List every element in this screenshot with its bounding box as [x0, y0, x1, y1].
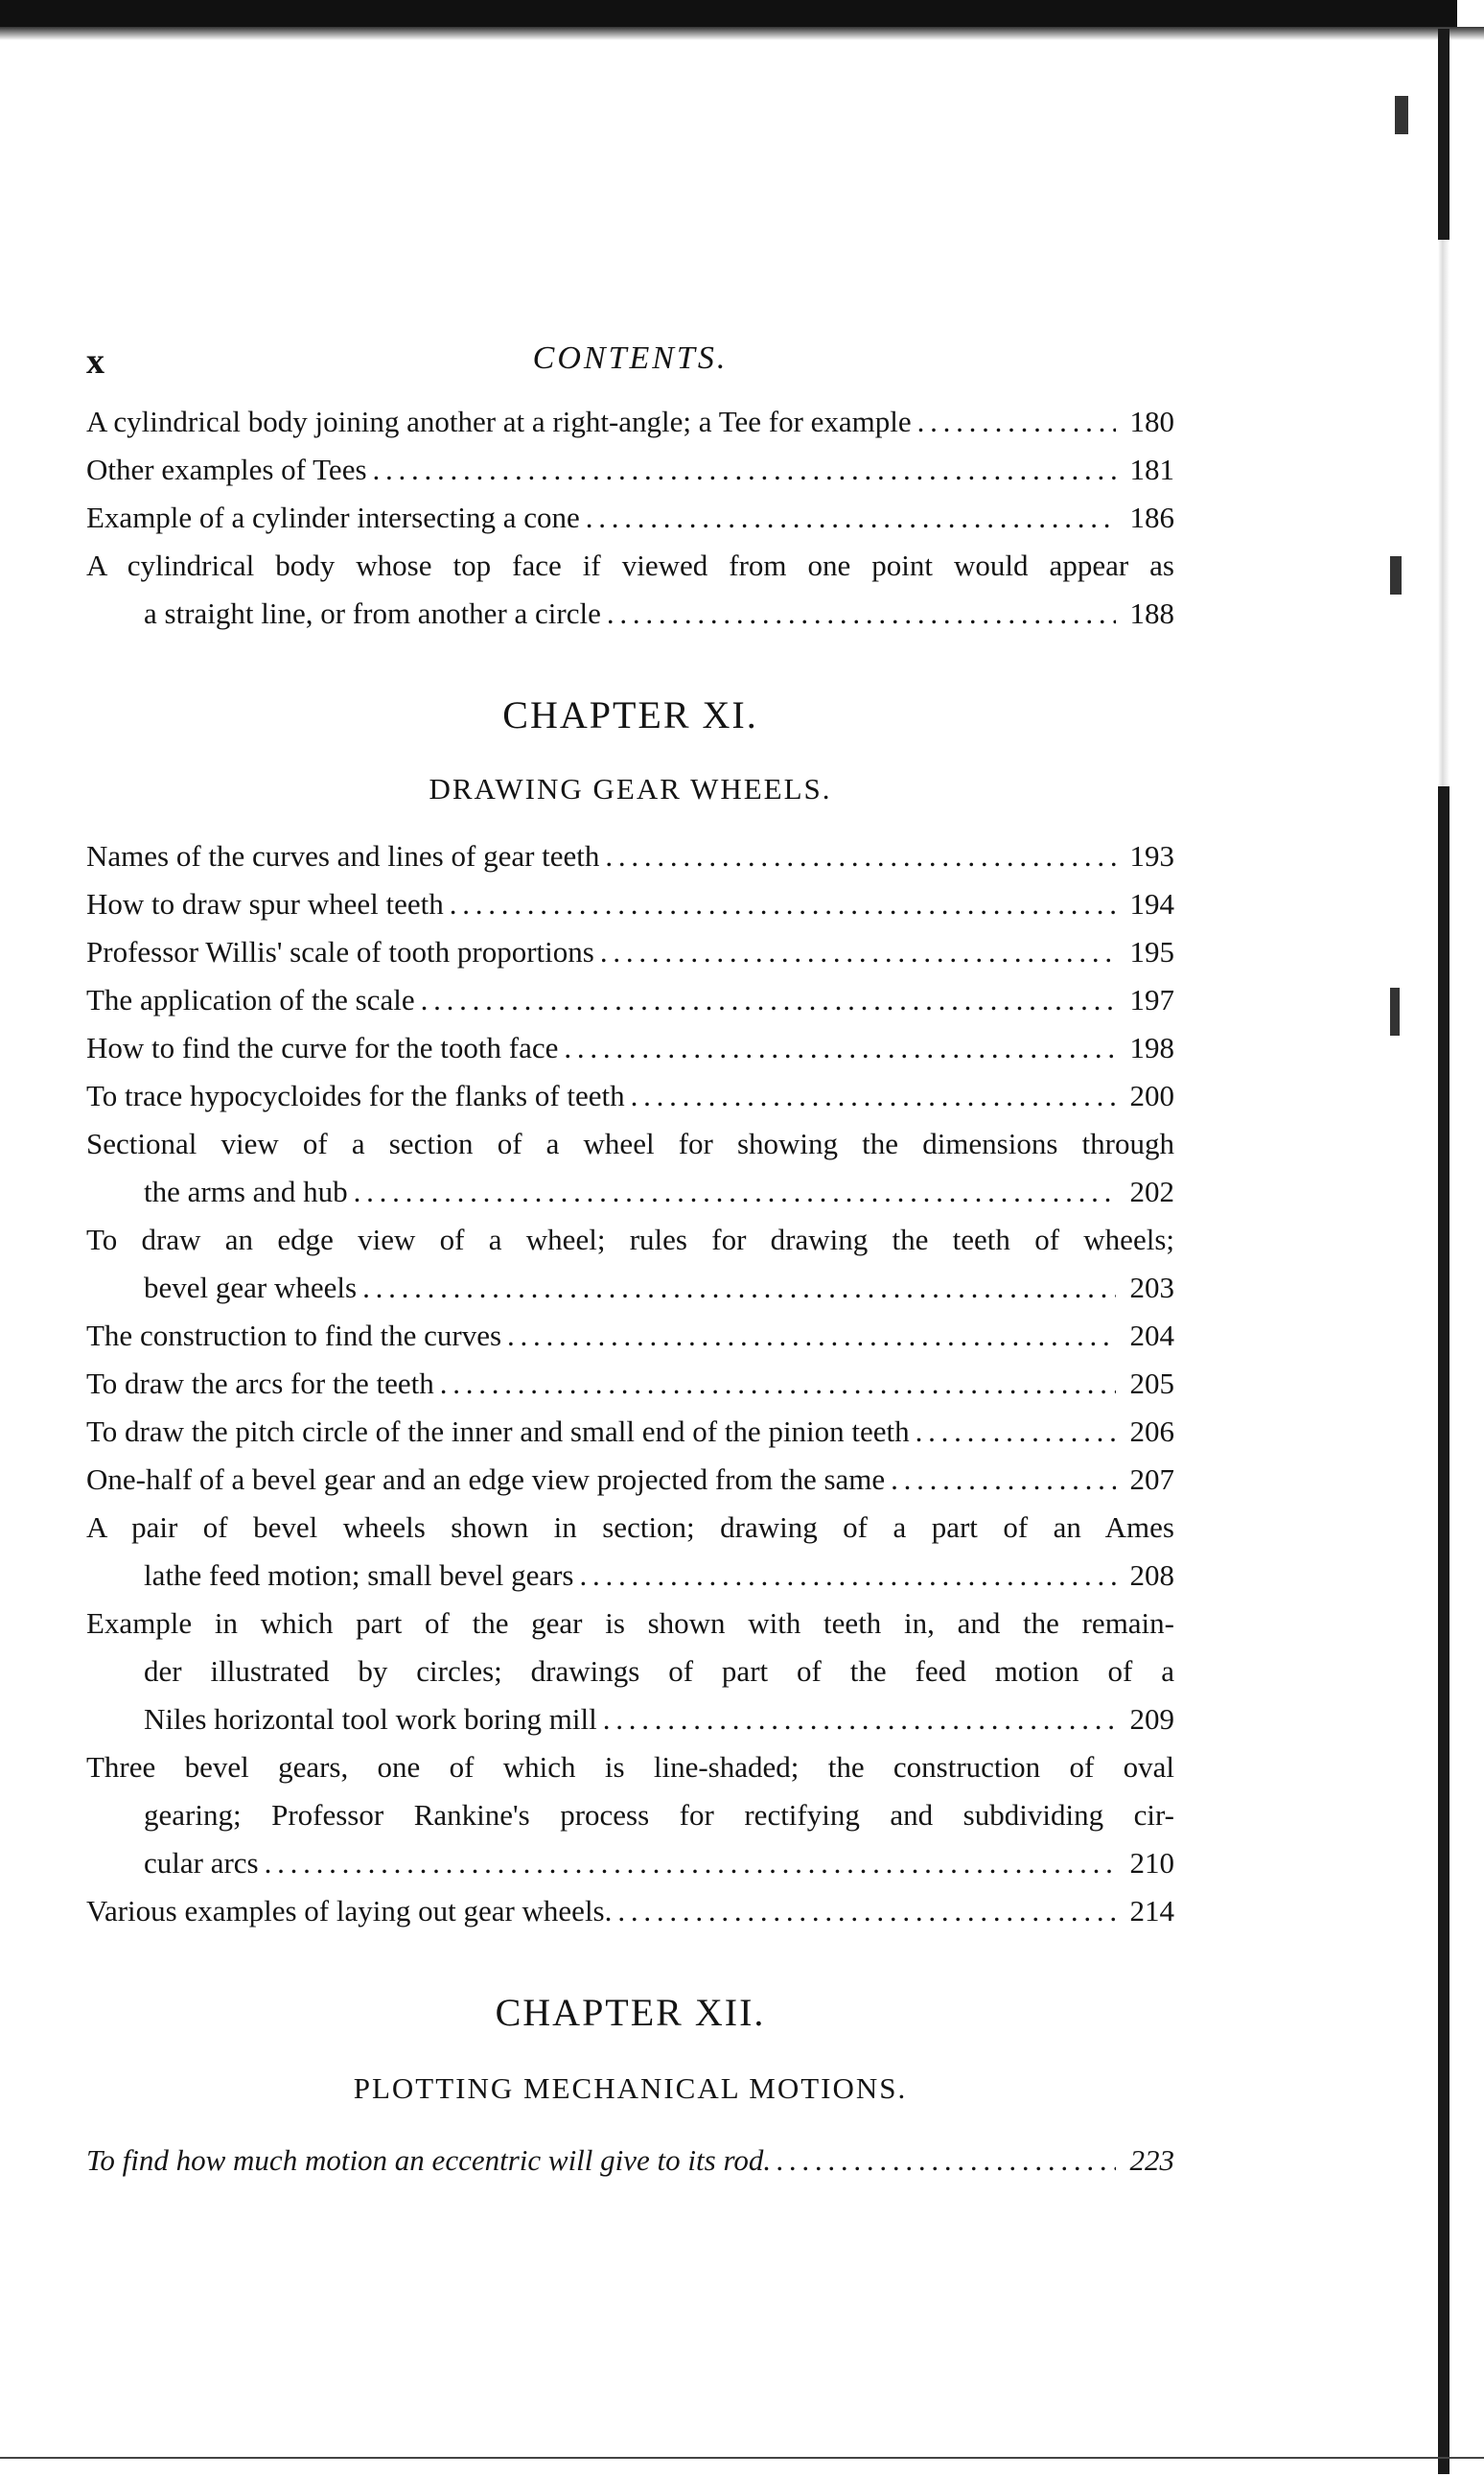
toc-page-number: 209 — [1129, 1702, 1174, 1736]
toc-page-number: 207 — [1129, 1462, 1174, 1496]
edge-speck — [1390, 988, 1400, 1036]
toc-entry — [86, 1743, 1174, 1887]
dot-leader — [603, 1695, 1116, 1743]
toc-entry-text: bevel gear wheels — [144, 1271, 358, 1304]
page-top-edge — [0, 0, 1457, 27]
toc-entry-text: One-half of a bevel gear and an edge view projected from the same — [86, 1462, 886, 1496]
running-title: CONTENTS. — [532, 340, 729, 376]
toc-entry-text: gearing; Professor Rankine's process for rectifying and subdividing cir- — [144, 1798, 1174, 1832]
dot-leader — [631, 1072, 1116, 1120]
toc-page-number: 197 — [1129, 983, 1174, 1017]
toc-page-number: 223 — [1129, 2143, 1174, 2177]
toc-entry — [86, 832, 1174, 880]
chapter-11-title: DRAWING GEAR WHEELS. — [429, 772, 832, 806]
dot-leader — [440, 1360, 1116, 1408]
page-bottom-rule — [0, 2457, 1484, 2459]
edge-speck — [1395, 96, 1408, 134]
toc-entry-text: To draw the pitch circle of the inner and small end of the pinion teeth — [86, 1414, 910, 1448]
toc-entry-text: Names of the curves and lines of gear teeth — [86, 839, 600, 873]
toc-entry-text: Niles horizontal tool work boring mill — [144, 1702, 597, 1736]
dot-leader — [421, 976, 1116, 1024]
toc-entry — [86, 880, 1174, 928]
toc-page-number: 198 — [1129, 1031, 1174, 1064]
toc-entry — [86, 1216, 1174, 1312]
dot-leader — [265, 1839, 1116, 1887]
dot-leader — [777, 2137, 1116, 2185]
toc-entry — [86, 1504, 1174, 1600]
dot-leader — [564, 1024, 1116, 1072]
dot-leader — [917, 398, 1116, 446]
toc-page-number: 203 — [1129, 1271, 1174, 1304]
toc-entry — [86, 1456, 1174, 1504]
dot-leader — [607, 590, 1116, 638]
dot-leader — [507, 1312, 1116, 1360]
toc-entry — [86, 1408, 1174, 1456]
dot-leader — [605, 832, 1116, 880]
toc-entry-text: Professor Willis' scale of tooth proportions — [86, 935, 594, 969]
toc-entry-text: Three bevel gears, one of which is line-shaded; the construction of oval — [86, 1750, 1174, 1784]
toc-entry — [86, 976, 1174, 1024]
toc-page-number: 214 — [1129, 1894, 1174, 1928]
toc-entry-text: Example of a cylinder intersecting a cone — [86, 501, 580, 534]
page-number: x — [86, 341, 104, 382]
chapter-12-title: PLOTTING MECHANICAL MOTIONS. — [353, 2071, 908, 2105]
dot-leader — [362, 1264, 1116, 1312]
toc-page-number: 186 — [1129, 501, 1174, 534]
dot-leader — [373, 446, 1116, 494]
page-top-shadow — [0, 27, 1484, 40]
toc-entry-text: a straight line, or from another a circle — [144, 596, 601, 630]
dot-leader — [450, 880, 1116, 928]
toc-entry-text: Various examples of laying out gear wheels. — [86, 1894, 613, 1928]
toc-entry-text: To draw the arcs for the teeth — [86, 1367, 434, 1400]
toc-entry — [86, 1024, 1174, 1072]
toc-entry — [86, 1072, 1174, 1120]
toc-page-number: 202 — [1129, 1175, 1174, 1208]
toc-entry — [86, 1120, 1174, 1216]
edge-speck — [1390, 556, 1402, 595]
toc-page-number: 195 — [1129, 935, 1174, 969]
toc-entry — [86, 494, 1174, 542]
chapter-11-heading: CHAPTER XI. — [502, 693, 758, 736]
toc-page-number: 193 — [1129, 839, 1174, 873]
toc-page-number: 208 — [1129, 1558, 1174, 1592]
toc-entry-text: To draw an edge view of a wheel; rules for drawing the teeth of wheels; — [86, 1223, 1174, 1256]
page-header — [86, 340, 1174, 388]
toc-entry-text: A pair of bevel wheels shown in section; drawing of a part of an Ames — [86, 1510, 1174, 1544]
toc-entry — [86, 1600, 1174, 1743]
toc-entry-text: To trace hypocycloides for the flanks of teeth — [86, 1079, 625, 1112]
dot-leader — [600, 928, 1116, 976]
toc-entry — [86, 446, 1174, 494]
toc-entry — [86, 1312, 1174, 1360]
toc-page-number: 206 — [1129, 1414, 1174, 1448]
toc-entry-text: Other examples of Tees — [86, 453, 367, 486]
toc-entry-text: der illustrated by circles; drawings of part of the feed motion of a — [144, 1654, 1174, 1688]
page-right-edge-gap — [1438, 240, 1449, 786]
dot-leader — [586, 494, 1116, 542]
toc-entry — [86, 542, 1174, 638]
toc-entry — [86, 1360, 1174, 1408]
toc-entry-text: lathe feed motion; small bevel gears — [144, 1558, 574, 1592]
toc-entry-text: How to find the curve for the tooth face — [86, 1031, 559, 1064]
chapter-12-heading: CHAPTER XII. — [495, 1991, 766, 2034]
toc-page-number: 204 — [1129, 1319, 1174, 1352]
toc-entry — [86, 398, 1174, 446]
toc-entry-text: A cylindrical body whose top face if viewed from one point would appear as — [86, 549, 1174, 582]
toc-entry-text: A cylindrical body joining another at a right-angle; a Tee for example — [86, 405, 912, 438]
toc-entry — [86, 928, 1174, 976]
toc-entry-text: To find how much motion an eccentric will give to its rod. — [86, 2143, 772, 2177]
toc-page-number: 181 — [1129, 453, 1174, 486]
toc-entry-text: cular arcs — [144, 1846, 259, 1880]
toc-entry-text: How to draw spur wheel teeth — [86, 887, 444, 921]
dot-leader — [580, 1552, 1117, 1600]
dot-leader — [617, 1887, 1116, 1935]
dot-leader — [354, 1168, 1116, 1216]
toc-entry-text: The construction to find the curves — [86, 1319, 502, 1352]
toc-page-number: 205 — [1129, 1367, 1174, 1400]
toc-page-number: 180 — [1129, 405, 1174, 438]
toc-page-number: 210 — [1129, 1846, 1174, 1880]
toc-entry-text: Sectional view of a section of a wheel for showing the dimensions through — [86, 1127, 1174, 1160]
toc-entry-text: the arms and hub — [144, 1175, 348, 1208]
toc-page-number: 188 — [1129, 596, 1174, 630]
toc-entry — [86, 1887, 1174, 1935]
toc-entry-text: The application of the scale — [86, 983, 415, 1017]
toc-entry — [86, 2137, 1174, 2185]
toc-page-number: 194 — [1129, 887, 1174, 921]
toc-entry-text: Example in which part of the gear is shown with teeth in, and the remain- — [86, 1606, 1174, 1640]
dot-leader — [916, 1408, 1116, 1456]
dot-leader — [891, 1456, 1116, 1504]
toc-page-number: 200 — [1129, 1079, 1174, 1112]
